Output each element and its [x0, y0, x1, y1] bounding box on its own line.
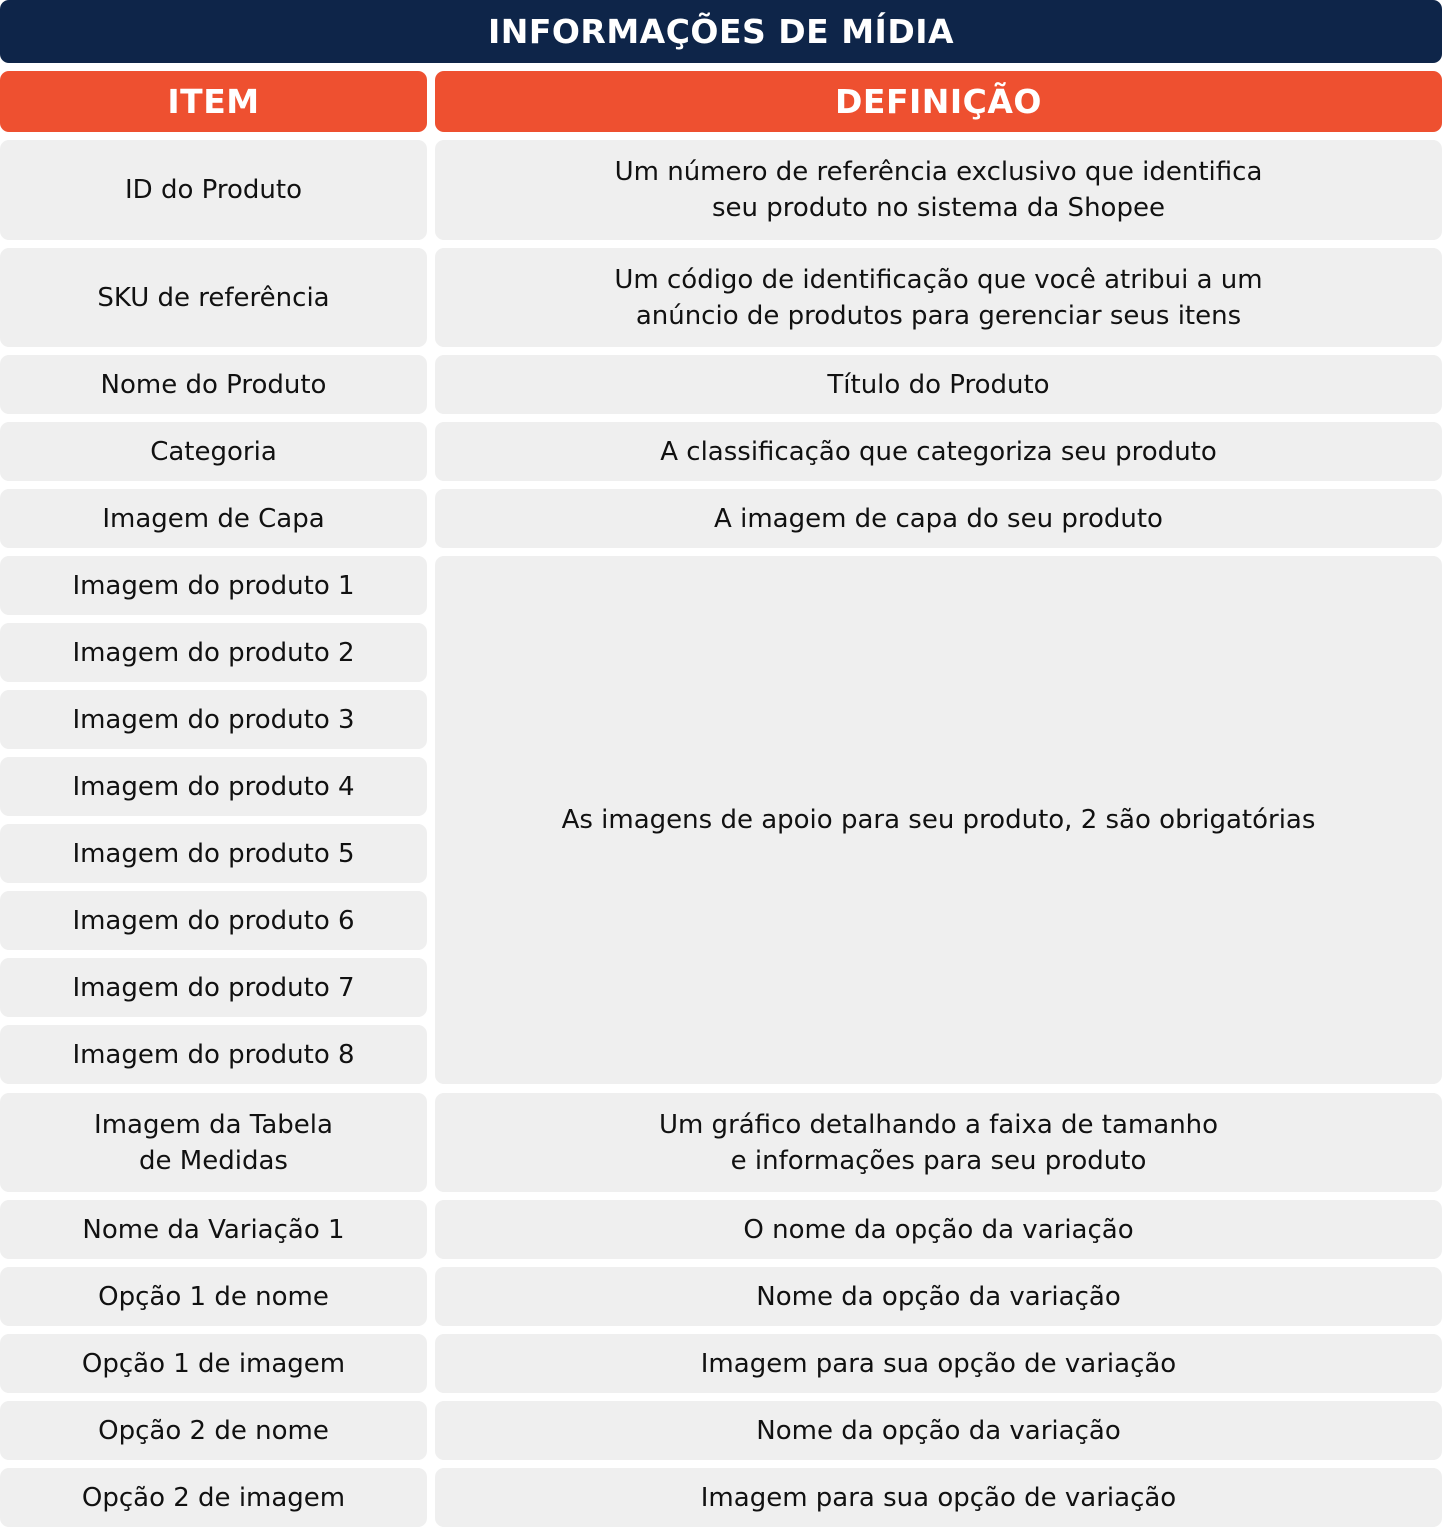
item-cell: Imagem do produto 2: [0, 623, 427, 682]
item-cell: Imagem do produto 6: [0, 891, 427, 950]
item-cell: Imagem do produto 4: [0, 757, 427, 816]
definition-cell: O nome da opção da variação: [435, 1200, 1442, 1259]
definition-cell: Título do Produto: [435, 355, 1442, 414]
column-header-item: ITEM: [0, 71, 427, 132]
definition-cell: Imagem para sua opção de variação: [435, 1334, 1442, 1393]
definition-cell: A imagem de capa do seu produto: [435, 489, 1442, 548]
definition-cell: Um gráfico detalhando a faixa de tamanho e informações para seu produto: [435, 1093, 1442, 1192]
item-cell: Imagem do produto 8: [0, 1025, 427, 1084]
item-cell: Imagem da Tabela de Medidas: [0, 1093, 427, 1192]
definition-cell: A classificação que categoriza seu produto: [435, 422, 1442, 481]
item-cell: SKU de referência: [0, 248, 427, 347]
definition-cell: Nome da opção da variação: [435, 1401, 1442, 1460]
definition-cell-merged: As imagens de apoio para seu produto, 2 são obrigatórias: [435, 556, 1442, 1084]
item-cell: Opção 1 de nome: [0, 1267, 427, 1326]
item-cell: Imagem do produto 5: [0, 824, 427, 883]
definition-cell: Imagem para sua opção de variação: [435, 1468, 1442, 1527]
column-header-definition: DEFINIÇÃO: [435, 71, 1442, 132]
item-cell: Imagem do produto 1: [0, 556, 427, 615]
item-cell: Categoria: [0, 422, 427, 481]
definition-cell: Nome da opção da variação: [435, 1267, 1442, 1326]
item-cell: Nome da Variação 1: [0, 1200, 427, 1259]
table-title: INFORMAÇÕES DE MÍDIA: [0, 0, 1442, 63]
item-cell: Nome do Produto: [0, 355, 427, 414]
item-cell: ID do Produto: [0, 140, 427, 240]
item-cell: Imagem do produto 7: [0, 958, 427, 1017]
item-cell: Imagem de Capa: [0, 489, 427, 548]
item-cell: Opção 1 de imagem: [0, 1334, 427, 1393]
item-cell: Opção 2 de nome: [0, 1401, 427, 1460]
item-cell: Imagem do produto 3: [0, 690, 427, 749]
definition-cell: Um número de referência exclusivo que identifica seu produto no sistema da Shopee: [435, 140, 1442, 240]
definition-cell: Um código de identificação que você atribui a um anúncio de produtos para gerenciar seus itens: [435, 248, 1442, 347]
item-cell: Opção 2 de imagem: [0, 1468, 427, 1527]
